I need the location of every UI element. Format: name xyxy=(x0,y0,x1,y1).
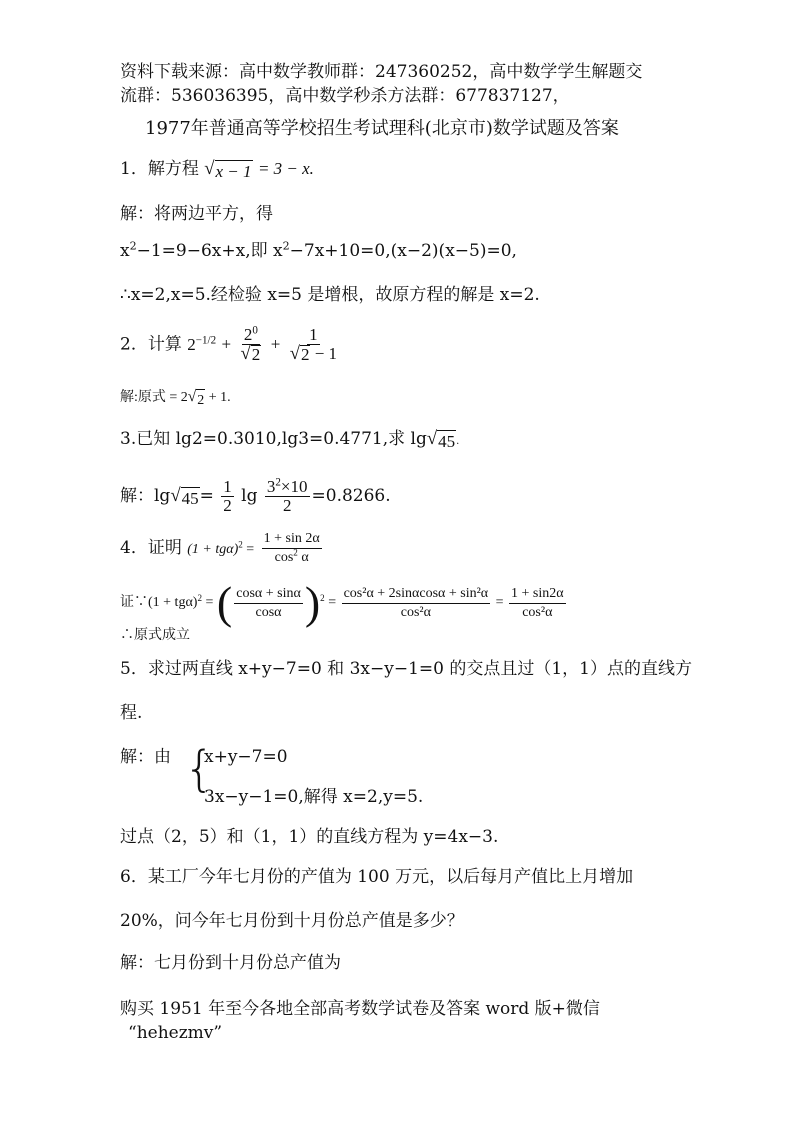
footer-line-2: “hehezmv” xyxy=(128,1023,223,1043)
q2-solution: 解:原式 = 2 √ 2 + 1. xyxy=(120,387,231,412)
source-line-2: 流群：536036395，高中数学秒杀方法群：677837127， xyxy=(120,86,570,106)
q5-system-eq-1: x+y−7=0 xyxy=(204,747,288,767)
source-line-1: 资料下载来源：高中数学教师群：247360252，高中数学学生解题交 xyxy=(120,62,643,82)
q4-proof-fraction-2: $\frac{\text{cos²α + 2sinαcosα + sin²α}}{\text{cos²α}}$ xyxy=(343,585,489,620)
q4-conclusion: ∴原式成立 xyxy=(120,627,190,643)
q1-sqrt: √ x − 1 xyxy=(204,158,252,181)
question-2: 2．计算 $2^{-1/2}$ + $2^0$ √ 2 + 1 √ 2 − 1 xyxy=(120,324,338,364)
q4-proof: 证∵(1 + tgα)$^2$ = ( $\frac{\cos\alpha + \sin\alpha}{\cos\alpha}$ )$^2$ = $\frac{\text{cos²α + 2sinαcosα + sin²α}}{\text{cos²α}}$ = $\frac{1 + \sin 2\alpha}{\text{cos²α}}$ xyxy=(120,577,564,628)
q1-solution-3: ∴x=2,x=5.经检验 x=5 是增根，故原方程的解是 x=2. xyxy=(120,285,540,305)
q1-label: 1．解方程 xyxy=(120,159,199,179)
system-brace-icon: { xyxy=(184,741,215,797)
page-title: 1977年普通高等学校招生考试理科(北京市)数学试题及答案 xyxy=(145,118,619,139)
q2-fraction-1: $2^0$ √ 2 xyxy=(240,324,261,364)
q3-half: $\frac{1}{2}$ xyxy=(223,477,232,515)
question-5-line-1: 5．求过两直线 x+y−7=0 和 3x−y−1=0 的交点且过（1，1）点的直线方 xyxy=(120,659,692,679)
footer-line-1: 购买 1951 年至今各地全部高考数学试卷及答案 word 版+微信 xyxy=(120,999,600,1019)
q2-fraction-2: 1 √ 2 − 1 xyxy=(289,325,338,364)
q2-power: $2^{-1/2}$ xyxy=(187,333,217,354)
question-4: 4．证明 $(1 + tg\alpha)^2$ = $\frac{1 + \sin 2\alpha}{\cos^2 \alpha}$ xyxy=(120,531,320,565)
q1-rhs: = 3 − x. xyxy=(257,159,314,178)
q1-solution-2: $x^2-1=9-6x+x$,即 $x^2-7x+10=0,(x-2)(x-5)=0$, xyxy=(120,239,517,261)
question-6-line-2: 20%，问今年七月份到十月份总产值是多少？ xyxy=(120,911,464,931)
q5-solution-label: 解：由 xyxy=(120,747,171,767)
q3-solution: 解：lg √ 45 = $\frac{1}{2}$ lg $\frac{3^2\times 10}{2}$ =0.8266. xyxy=(120,476,391,515)
question-6-line-1: 6．某工厂今年七月份的产值为 100 万元，以后每月产值比上月增加 xyxy=(120,867,634,887)
q3-fraction: $\frac{3^2\times 10}{2}$ xyxy=(266,476,308,515)
question-3: 3.已知 lg2=0.3010,lg3=0.4771,求 lg √ 45 . xyxy=(120,428,460,451)
question-5-line-2: 程. xyxy=(120,703,143,723)
q4-proof-fraction-1: $\frac{\cos\alpha + \sin\alpha}{\cos\alpha}$ xyxy=(236,585,301,620)
question-1 xyxy=(120,158,314,183)
q4-rhs-fraction: $\frac{1 + \sin 2\alpha}{\cos^2 \alpha}$ xyxy=(263,531,320,565)
q5-system-eq-2: 3x−y−1=0,解得 x=2,y=5. xyxy=(204,787,424,807)
q2-label: 2．计算 xyxy=(120,334,182,355)
q6-solution: 解：七月份到十月份总产值为 xyxy=(120,953,341,973)
q4-proof-fraction-3: $\frac{1 + \sin 2\alpha}{\text{cos²α}}$ xyxy=(511,585,564,620)
q5-result: 过点（2，5）和（1，1）的直线方程为 y=4x−3. xyxy=(120,827,499,847)
q1-solution-1: 解：将两边平方，得 xyxy=(120,204,273,224)
